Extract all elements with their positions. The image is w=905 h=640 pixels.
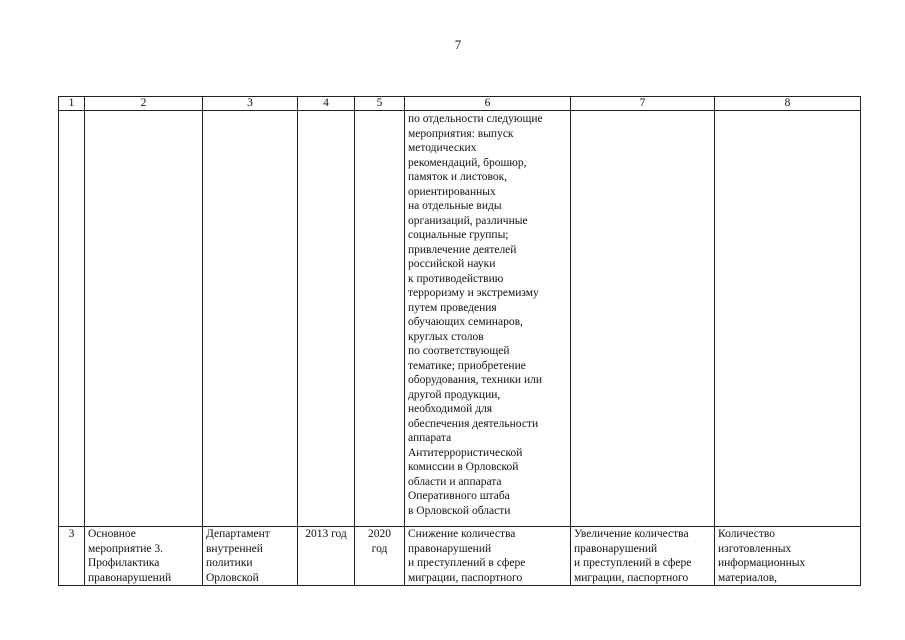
column-header-2: 2 xyxy=(85,97,203,111)
table-cell xyxy=(85,111,203,527)
column-header-4: 4 xyxy=(298,97,355,111)
table-cell xyxy=(203,111,298,527)
table-cell xyxy=(715,111,861,527)
measures-description-cell: по отдельности следующие мероприятия: выпуск методических рекомендаций, брошюр, памяток и листовок, ориентированных на отдельные виды организаций, различные социальные группы; привлечение деятелей российской науки к противодействию терроризму и экстремизму путем проведения обучающих семинаров, круглых столов по соответствующей тематике; приобретение оборудования, техники или другой продукции, необходимой для обеспечения деятельности аппарата Антитеррористической комиссии в Орловской области и аппарата Оперативного штаба в Орловской области xyxy=(405,111,571,527)
document-table xyxy=(58,96,861,586)
consequences-cell: Увеличение количества правонарушений и преступлений в сфере миграции, паспортного xyxy=(571,527,715,586)
table-cell xyxy=(355,111,405,527)
table-cell xyxy=(59,111,85,527)
column-header-8: 8 xyxy=(715,97,861,111)
column-header-3: 3 xyxy=(203,97,298,111)
table-cell xyxy=(298,111,355,527)
column-header-5: 5 xyxy=(355,97,405,111)
row-number-cell: 3 xyxy=(59,527,85,586)
table-row-continued xyxy=(59,111,861,527)
column-header-7: 7 xyxy=(571,97,715,111)
expected-result-cell: Снижение количества правонарушений и преступлений в сфере миграции, паспортного xyxy=(405,527,571,586)
responsible-executor-cell: Департамент внутренней политики Орловской xyxy=(203,527,298,586)
table-row-activity-3 xyxy=(59,527,861,586)
indicator-cell: Количество изготовленных информационных материалов, xyxy=(715,527,861,586)
column-header-1: 1 xyxy=(59,97,85,111)
activity-name-cell: Основное мероприятие 3. Профилактика правонарушений xyxy=(85,527,203,586)
table-cell xyxy=(571,111,715,527)
column-header-6: 6 xyxy=(405,97,571,111)
page-number: 7 xyxy=(454,37,462,52)
start-year-cell: 2013 год xyxy=(298,527,355,586)
column-number-row xyxy=(59,97,861,111)
end-year-cell: 2020 год xyxy=(355,527,405,586)
